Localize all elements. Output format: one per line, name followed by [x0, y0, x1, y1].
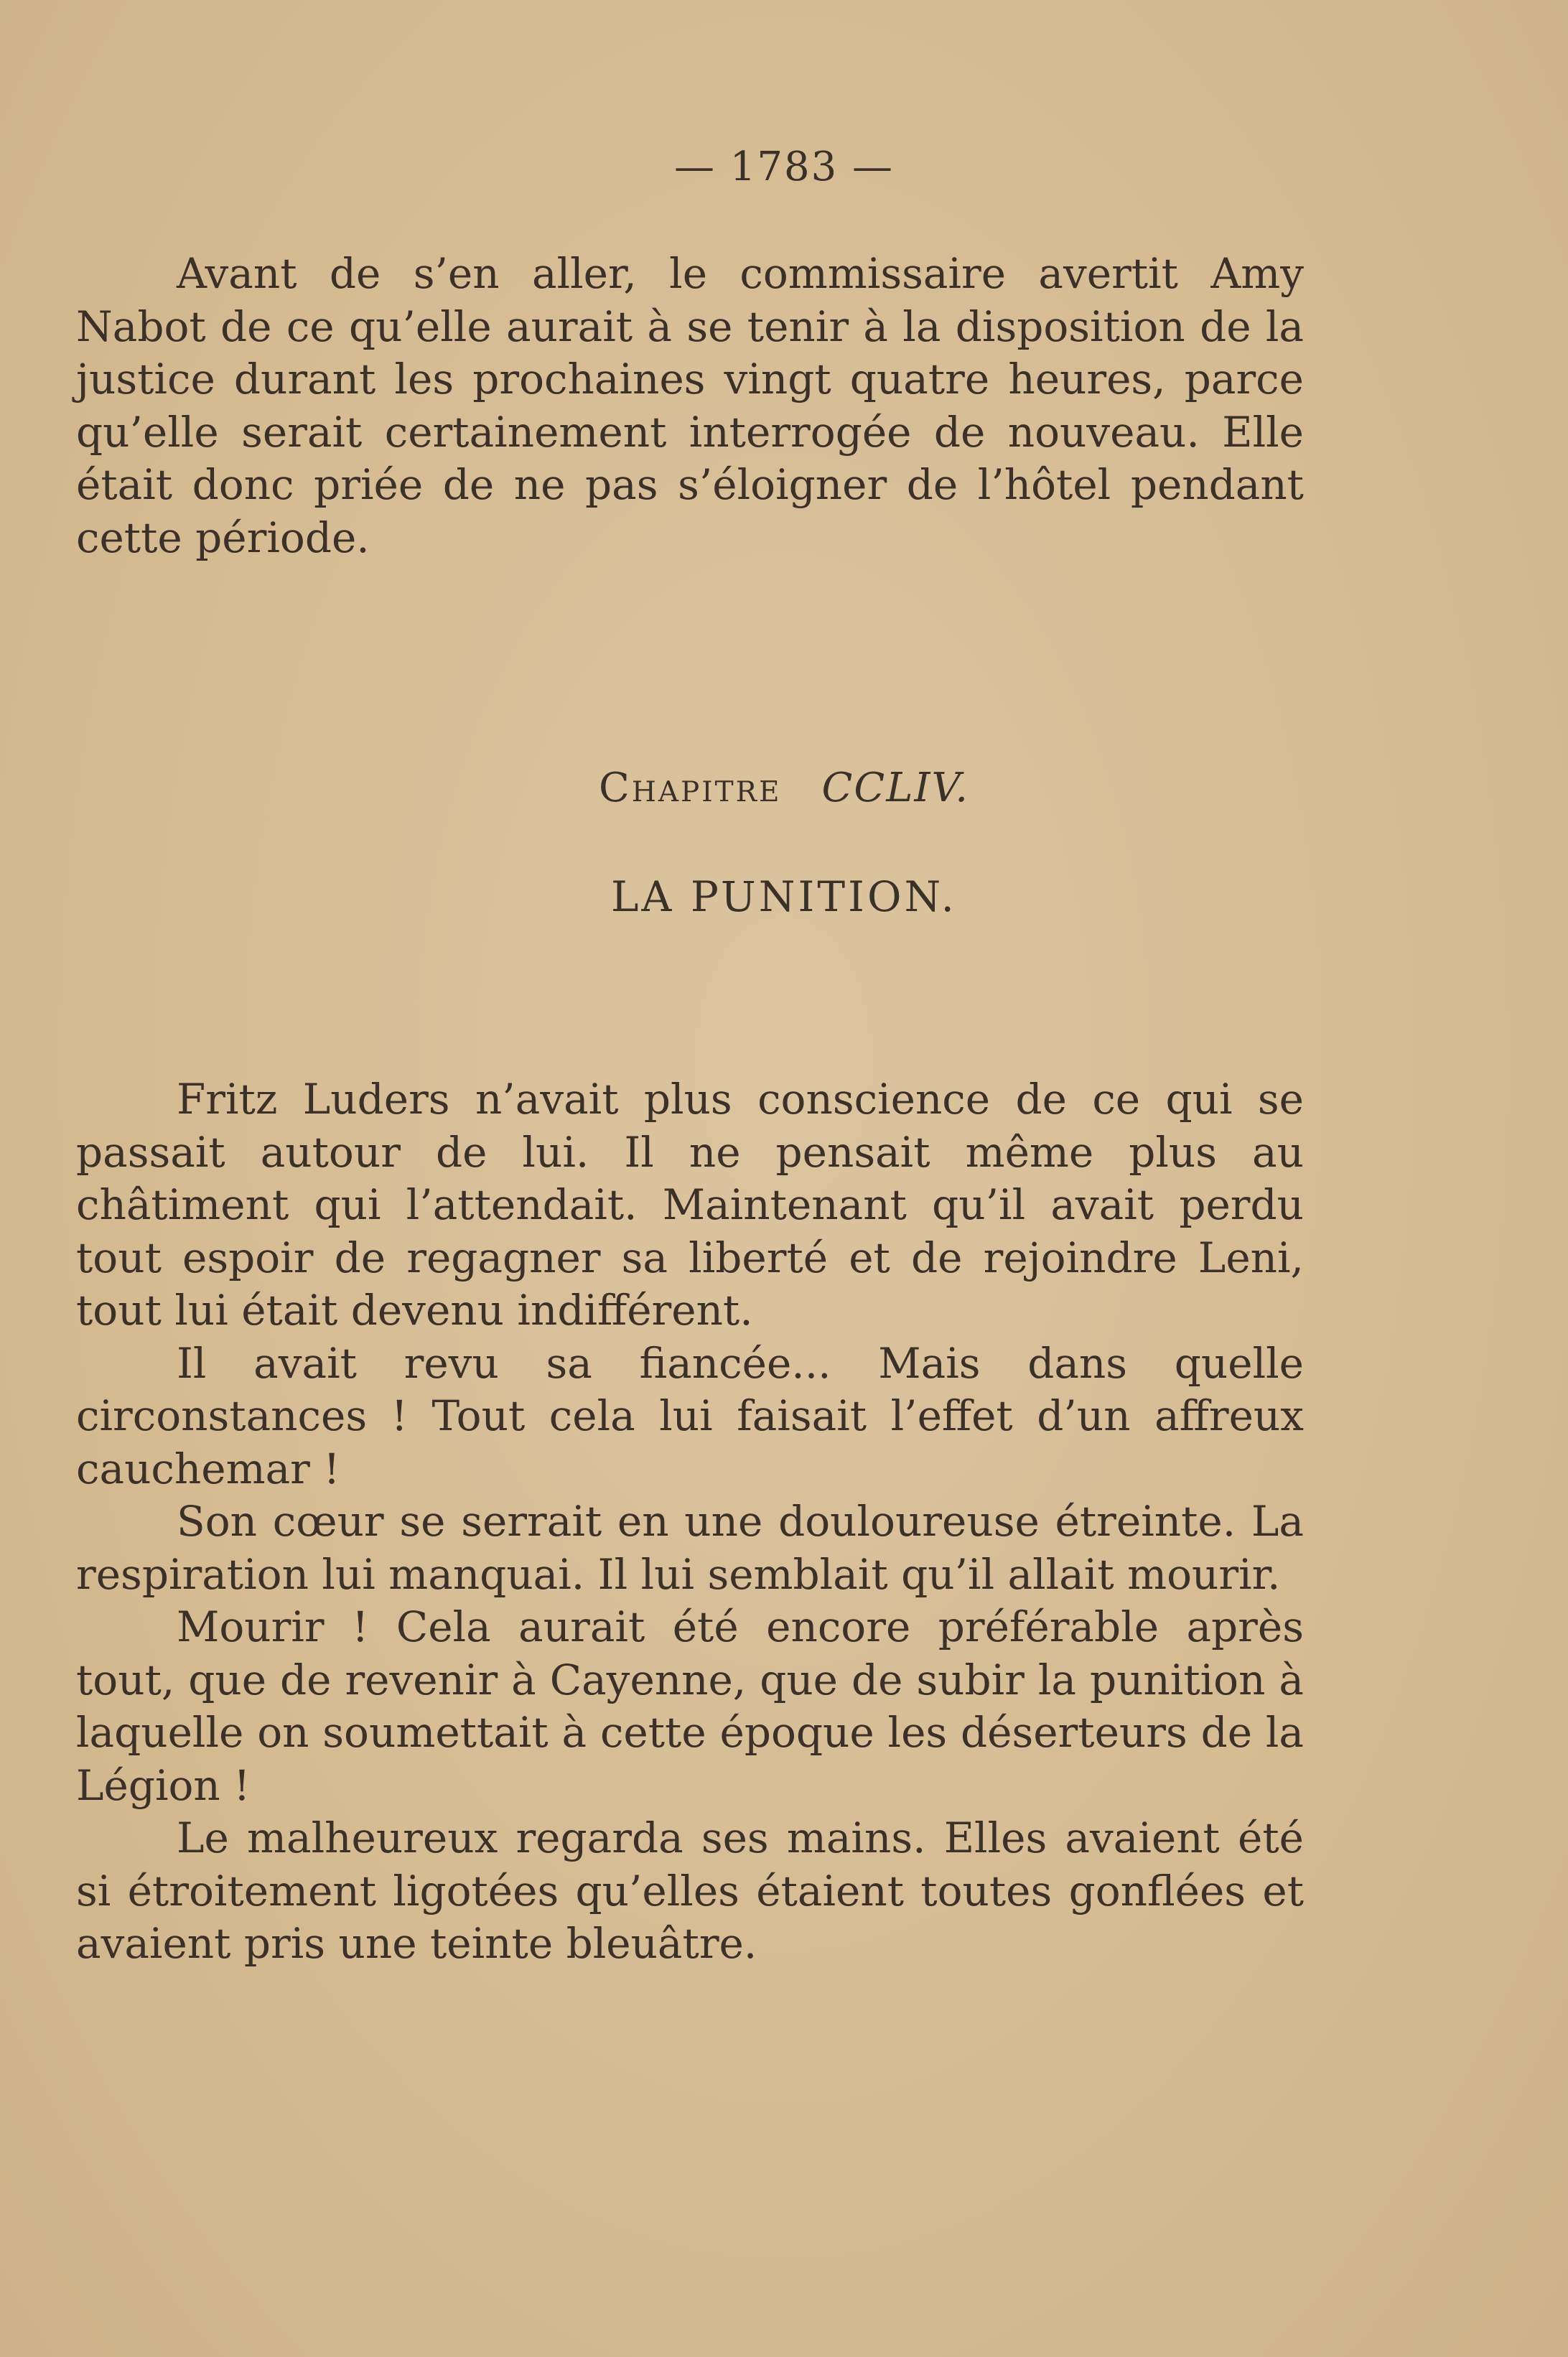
paragraph: Avant de s’en aller, le commissaire avertit Amy Nabot de ce qu’elle aurait à se tenir à la disposition de la justice durant les prochaines vingt quatre heures, parce qu’elle serait certainement interrogée de nouveau. Elle était donc priée de ne pas s’éloigner de l’hôtel pendant cette période. — [76, 249, 1304, 562]
text-block-before-chapter — [76, 248, 1304, 564]
chapter-label: Chapitre — [599, 765, 782, 811]
chapter-title: LA PUNITION. — [610, 872, 957, 921]
paragraph: Il avait revu sa fiancée... Mais dans quelle circonstances ! Tout cela lui faisait l’effet d’un affreux cauchemar ! — [76, 1338, 1304, 1493]
text-block-chapter-body — [76, 1073, 1304, 1971]
paragraph: Mourir ! Cela aurait été encore préférable après tout, que de revenir à Cayenne, que de subir la punition à laquelle on soumettait à cette époque les déserteurs de la Légion ! — [76, 1602, 1304, 1810]
page-number: — 1783 — — [673, 144, 895, 190]
chapter-number: CCLIV. — [821, 765, 969, 811]
paragraph: Son cœur se serrait en une douloureuse étreinte. La respiration lui manquai. Il lui semblait qu’il allait mourir. — [76, 1497, 1304, 1599]
paragraph: Le malheureux regarda ses mains. Elles avaient été si étroitement ligotées qu’elles étaient toutes gonflées et avaient pris une teinte bleuâtre. — [76, 1814, 1304, 1968]
chapter-heading — [0, 765, 1568, 811]
paragraph: Fritz Luders n’avait plus conscience de ce qui se passait autour de lui. Il ne pensait même plus au châtiment qui l’attendait. Maintenant qu’il avait perdu tout espoir de regagner sa liberté et de rejoindre Leni, tout lui était devenu indifférent. — [76, 1075, 1304, 1335]
